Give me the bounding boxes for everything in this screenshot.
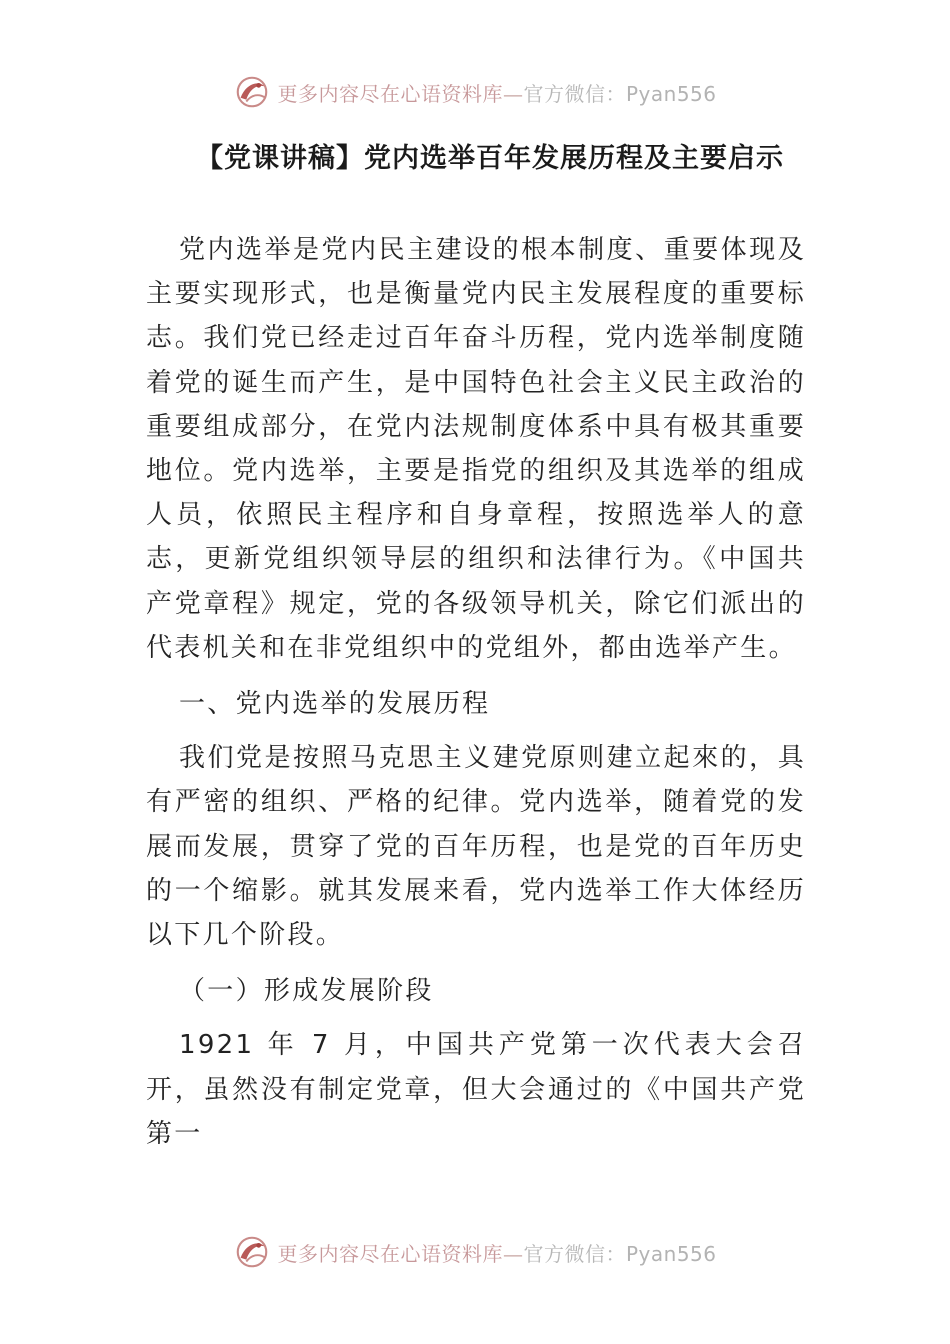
watermark-dash: — [502, 1241, 524, 1266]
watermark-wechat-id: Pyan556 [625, 81, 717, 106]
watermark-cn-text: 更多内容尽在心语资料库 [277, 1241, 503, 1266]
subsection-heading: （一）形成发展阶段 [179, 976, 434, 1007]
page-title: 【党课讲稿】党内选举百年发展历程及主要启示 [196, 143, 784, 174]
year-unit: 年 [254, 1030, 312, 1061]
swirl-logo-icon [233, 73, 271, 111]
section-heading: 一、党内选举的发展历程 [179, 689, 491, 720]
watermark-text [277, 1238, 716, 1267]
watermark-official: 官方微信： [523, 1241, 626, 1266]
watermark-official: 官方微信： [523, 81, 626, 106]
watermark-text [277, 78, 716, 107]
watermark-footer [0, 1230, 950, 1274]
watermark-dash: — [502, 81, 524, 106]
document-body [146, 228, 806, 1156]
watermark-header [0, 70, 950, 114]
year-number: 1921 [179, 1030, 255, 1061]
watermark-cn-text: 更多内容尽在心语资料库 [277, 81, 503, 106]
watermark-wechat-id: Pyan556 [625, 1241, 717, 1266]
section-paragraph: 我们党是按照马克思主义建党原则建立起來的，具有严密的组织、严格的纪律。党内选举，随着党的发展而发展，贯穿了党的百年历程，也是党的百年历史的一个缩影。就其发展来看，党内选举工作大体经历以下几个阶段。 [146, 743, 806, 951]
last-paragraph-text: 月，中国共产党第一次代表大会召开，虽然没有制定党章，但大会通过的《中国共产党第一 [146, 1030, 806, 1149]
intro-paragraph: 党内选举是党内民主建设的根本制度、重要体现及主要实现形式，也是衡量党内民主发展程度的重要标志。我们党已经走过百年奋斗历程，党内选举制度随着党的诞生而产生，是中国特色社会主义民主政治的重要组成部分，在党内法规制度体系中具有极其重要地位。党内选举，主要是指党的组织及其选举的组成人员，依照民主程序和自身章程，按照选举人的意志，更新党组织领导层的组织和法律行为。《中国共产党章程》规定，党的各级领导机关，除它们派出的代表机关和在非党组织中的党组外，都由选举产生。 [146, 235, 806, 663]
last-paragraph [146, 1023, 806, 1156]
month-number: 7 [311, 1030, 331, 1061]
swirl-logo-icon [233, 1233, 271, 1271]
